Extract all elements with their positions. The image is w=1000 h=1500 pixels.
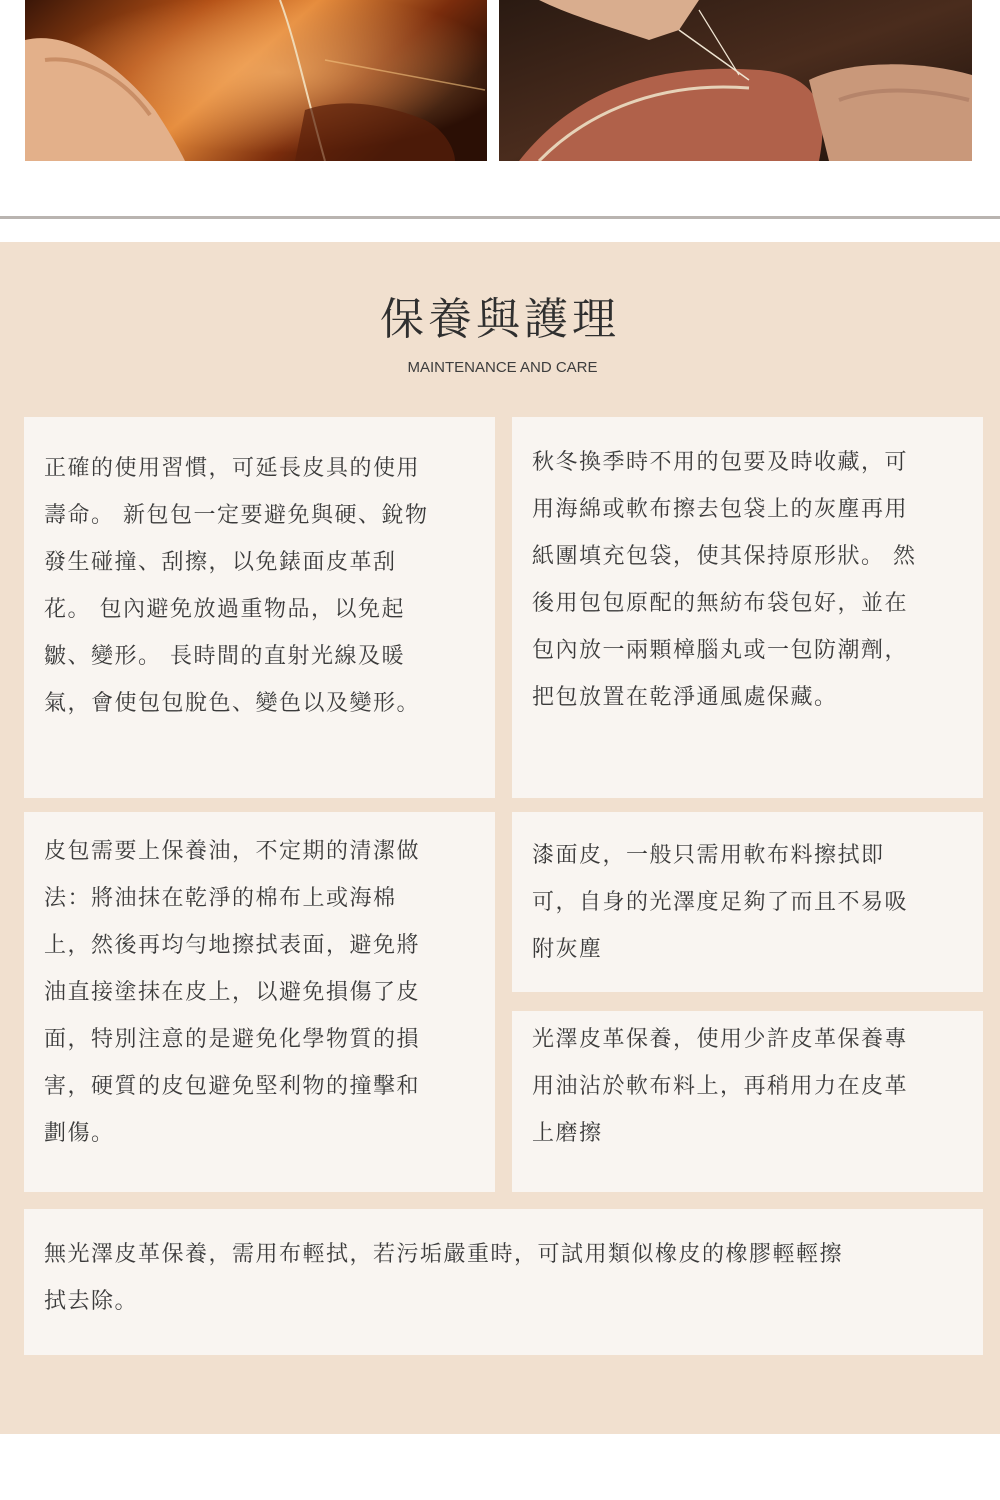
section-title: 保養與護理	[380, 294, 620, 345]
care-card-text: 皮包需要上保養油，不定期的清潔做法：將油抹在乾淨的棉布上或海棉上，然後再均勻地擦拭表面，避免將油直接塗抹在皮上，以避免損傷了皮面，特別注意的是避免化學物質的損害，硬質的皮包避免堅利物的撞擊和劃傷。	[44, 839, 421, 1146]
care-card-text: 無光澤皮革保養，需用布輕拭，若污垢嚴重時，可試用類似橡皮的橡膠輕輕擦拭去除。	[44, 1242, 844, 1314]
care-card-matte-leather	[24, 1209, 983, 1355]
care-card-text: 漆面皮，一般只需用軟布料擦拭即可，自身的光澤度足夠了而且不易吸附灰塵	[532, 843, 909, 962]
care-card-text: 光澤皮革保養，使用少許皮革保養專用油沾於軟布料上，再稍用力在皮革上磨擦	[532, 1027, 909, 1146]
care-card-text: 秋冬換季時不用的包要及時收藏，可用海綿或軟布擦去包袋上的灰塵再用紙團填充包袋，使其保持原形狀。 然後用包包原配的無紡布袋包好，並在包內放一兩顆樟腦丸或一包防潮劑，把包放置在乾淨通風處保藏。	[532, 450, 917, 710]
care-card-seasonal-storage	[512, 417, 983, 798]
section-subtitle: MAINTENANCE AND CARE	[407, 359, 598, 376]
care-card-usage-habits	[24, 417, 495, 798]
care-card-glossy-leather	[512, 1011, 983, 1192]
maintenance-care-section	[0, 242, 1000, 1434]
leather-stitching-photo-left	[25, 0, 487, 161]
leather-stitching-photo-right	[499, 0, 972, 161]
care-card-patent-leather	[512, 812, 983, 992]
care-card-oil-cleaning	[24, 812, 495, 1192]
section-divider	[0, 216, 1000, 219]
care-card-text: 正確的使用習慣，可延長皮具的使用壽命。 新包包一定要避免與硬、銳物發生碰撞、刮擦，以免錶面皮革刮花。 包內避免放過重物品，以免起皺、變形。 長時間的直射光線及暖氣，會使包包脫色、變色以及變形。	[44, 456, 429, 716]
